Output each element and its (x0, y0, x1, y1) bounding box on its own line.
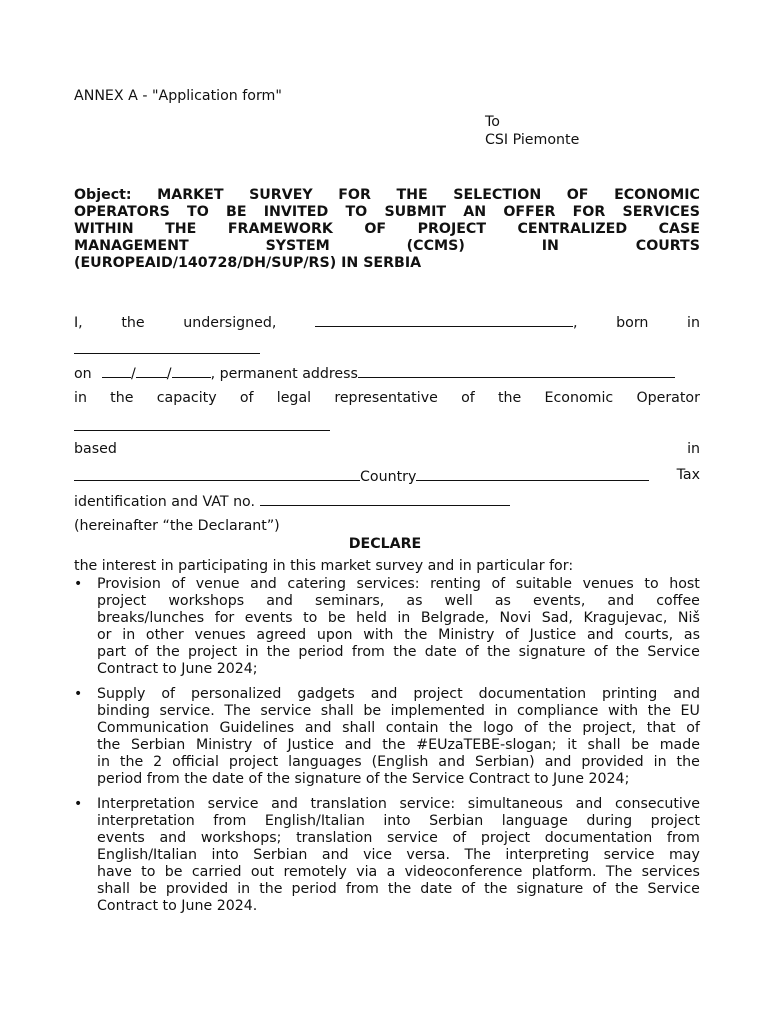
bullet-word: shall (342, 720, 376, 736)
bullet-word: Serbian (429, 813, 484, 829)
bullet-word: in (653, 754, 667, 770)
operator-blank-field[interactable] (74, 417, 330, 431)
bullet-word: Interpretation (97, 796, 195, 812)
bullet-word: project (480, 830, 531, 846)
birthplace-line (74, 340, 260, 358)
bullet-word: platform. (531, 864, 597, 880)
bullet-word: upon (316, 627, 353, 643)
bullet-word: of (461, 881, 476, 897)
bullet-word: and (438, 754, 465, 770)
bullet-word: service (207, 796, 259, 812)
bullet-word: implemented (390, 703, 485, 719)
bullet-word: events (244, 610, 293, 626)
bullet-word: and (544, 754, 572, 770)
bullet-word: binding (97, 703, 150, 719)
bullet-word: the (266, 644, 291, 660)
bullet-line (97, 610, 700, 627)
city-blank-field[interactable] (74, 467, 360, 481)
object-line-5: (EUROPEAID/140728/DH/SUP/RS) IN SERBIA (74, 255, 422, 271)
bullet-word: service: (399, 796, 456, 812)
bullet-word: the (119, 754, 144, 770)
bullet-word: and (673, 686, 700, 702)
bullet-word: held (356, 610, 387, 626)
bullet-word: out (250, 864, 275, 880)
bullet-word: suitable (515, 576, 572, 592)
bullet-word: the (647, 703, 671, 719)
bullet-word: venues (582, 576, 634, 592)
bullet-word: service (603, 847, 655, 863)
bullet-word: from (351, 644, 385, 660)
bullet-word: date (420, 881, 453, 897)
bullet-word: and (370, 686, 398, 702)
bullet-word: Sad, (541, 610, 573, 626)
object-word: OF (364, 221, 387, 237)
bullet-word: logo (483, 720, 514, 736)
object-word: SYSTEM (265, 238, 330, 254)
bullet-word: languages (288, 754, 362, 770)
bullet-word: compliance (517, 703, 599, 719)
birth-day-field[interactable] (102, 364, 131, 378)
bullet-line (97, 720, 700, 737)
recipient-name: CSI Piemonte (485, 132, 580, 148)
bullet-icon: • (74, 796, 83, 812)
capacity-line (74, 390, 700, 407)
bullet-word: workshops; (200, 830, 282, 846)
text-the: the (121, 315, 145, 331)
date-address-line (74, 364, 700, 383)
object-word: OF (566, 187, 589, 203)
bullet-word: workshops (168, 593, 245, 609)
bullet-word: Belgrade, (420, 610, 490, 626)
bullet-word: shall (587, 737, 621, 753)
bullet-word: and (271, 796, 298, 812)
bullet-word: The (605, 864, 633, 880)
bullet-word: The (224, 703, 251, 719)
bullet-text (97, 686, 700, 788)
declarant-line: (hereinafter “the Declarant”) (74, 518, 280, 534)
bullet-word: courts, (624, 627, 674, 643)
bullet-word: have (97, 864, 132, 880)
bullet-word: official (172, 754, 219, 770)
bullet-word: project, (582, 720, 637, 736)
bullet-line (97, 796, 700, 813)
vat-line (74, 492, 700, 511)
object-line-2 (74, 204, 700, 221)
bullet-word: Ministry (195, 737, 253, 753)
bullet-word: host (669, 576, 700, 592)
bullet-word: from (666, 830, 700, 846)
bullet-text (97, 576, 700, 678)
bullet-word: service. (159, 703, 215, 719)
object-word: THE (396, 187, 428, 203)
bullet-word: the (387, 881, 412, 897)
bullet-word: Service (647, 644, 700, 660)
bullet-word: well (444, 593, 473, 609)
bullet-word: may (668, 847, 700, 863)
bullet-word: to (644, 576, 659, 592)
bullet-word: be (327, 610, 346, 626)
bullet-word: into (211, 847, 239, 863)
name-blank-field[interactable] (315, 313, 573, 327)
bullet-word: the (487, 644, 511, 660)
bullet-word: Kragujevac, (583, 610, 668, 626)
object-word: TO (345, 204, 368, 220)
bullet-word: the (393, 644, 417, 660)
bullet-word: be (139, 881, 157, 897)
text-on: on (74, 366, 92, 382)
bullet-word: service (387, 830, 438, 846)
bullet-word: documentation (478, 686, 587, 702)
capacity-word: the (110, 390, 134, 406)
bullet-word: carried (191, 864, 242, 880)
bullet-word: Communication (97, 720, 209, 736)
bullet-line (97, 593, 700, 610)
text-vat: identification and VAT no. (74, 494, 255, 510)
vat-blank-field[interactable] (260, 492, 510, 506)
bullet-word: for (214, 610, 235, 626)
capacity-word: of (239, 390, 254, 406)
bullet-icon: • (74, 576, 83, 592)
bullet-line (97, 847, 700, 864)
bullet-word: agreed (256, 627, 307, 643)
bullet-word: catering (287, 576, 346, 592)
object-word: MANAGEMENT (74, 238, 189, 254)
bullet-word: translation (310, 796, 387, 812)
bullet-word: of (465, 644, 479, 660)
object-word: IN (541, 238, 559, 254)
country-line (74, 467, 700, 486)
declare-heading: DECLARE (348, 536, 422, 552)
bullet-word: gadgets (297, 686, 355, 702)
object-word: ECONOMIC (614, 187, 700, 203)
bullet-word: the (156, 644, 180, 660)
bullet-word: in (397, 610, 411, 626)
bullet-word: and (250, 576, 277, 592)
bullet-word: simultaneous (467, 796, 563, 812)
bullet-word: signature (518, 644, 586, 660)
bullet-word: remotely (283, 864, 347, 880)
bullet-word: made (659, 737, 700, 753)
text-i: I, (74, 315, 83, 331)
object-word: AN (463, 204, 487, 220)
bullet-word: versa. (406, 847, 450, 863)
bullet-word: Ministry (438, 627, 495, 643)
bullet-word: a (386, 864, 396, 880)
bullet-word: the (382, 737, 406, 753)
object-word: SUBMIT (384, 204, 447, 220)
object-word: Object: (74, 187, 132, 203)
bullet-word: seminars, (314, 593, 385, 609)
text-undersigned: undersigned, (183, 315, 277, 331)
bullet-line (97, 864, 700, 881)
object-word: FOR (572, 204, 606, 220)
capacity-word: representative (334, 390, 438, 406)
bullet-word: other (145, 627, 184, 643)
object-word: SERVICES (622, 204, 700, 220)
bullet-word: project (187, 644, 238, 660)
bullet-word: period (298, 644, 344, 660)
bullet-word: personalized (190, 686, 282, 702)
capacity-word: in (74, 390, 87, 406)
bullet-word: be (164, 864, 183, 880)
bullet-word: and (575, 796, 603, 812)
bullet-word: and (304, 720, 332, 736)
text-country: Country (360, 469, 417, 485)
capacity-word: Economic (544, 390, 614, 406)
bullet-word: (English (371, 754, 429, 770)
bullet-word: documentation (544, 830, 653, 846)
bullet-word: events (97, 830, 145, 846)
object-word: THE (165, 221, 197, 237)
bullet-word: Service (647, 881, 700, 897)
date-separator: / (166, 366, 172, 382)
bullet-line (97, 686, 700, 703)
bullet-line (97, 703, 700, 720)
bullet-word: translation (296, 830, 373, 846)
bullet-word: language (501, 813, 568, 829)
bullet-line (97, 754, 700, 771)
bullet-word: Supply (97, 686, 146, 702)
object-word: CENTRALIZED (517, 221, 628, 237)
bullet-word: the (615, 644, 640, 660)
bullet-word: and (321, 847, 349, 863)
bullet-word: project (97, 593, 147, 609)
bullet-word: with (363, 627, 394, 643)
object-word: INVITED (263, 204, 329, 220)
bullet-line (97, 644, 700, 661)
capacity-word: legal (276, 390, 312, 406)
bullet-text (97, 796, 700, 915)
bullet-word: events, (533, 593, 586, 609)
bullet-word: in (237, 881, 251, 897)
bullet-word: Provision (97, 576, 161, 592)
bullet-word: the (97, 737, 121, 753)
bullet-word: and (266, 593, 293, 609)
bullet-word: Serbian (253, 847, 308, 863)
bullet-word: from (213, 813, 247, 829)
bullet-word: shall (97, 881, 130, 897)
object-word: TO (187, 204, 209, 220)
bullet-line (97, 881, 700, 898)
bullet-word: EU (680, 703, 700, 719)
bullet-word: services (641, 864, 700, 880)
declare-intro: the interest in participating in this market survey and in particular for: (74, 558, 574, 574)
bullet-word: shall (320, 703, 354, 719)
bullet-word: of (134, 644, 149, 660)
bullet-word: venue (195, 576, 240, 592)
bullet-word: the (484, 881, 508, 897)
bullet-word: of (524, 720, 538, 736)
bullet-word: the (676, 754, 700, 770)
capacity-word: of (461, 390, 475, 406)
bullet-word: it (567, 737, 577, 753)
bullet-word: English/Italian (97, 847, 198, 863)
bullet-word: the (404, 627, 428, 643)
bullet-word: English/Italian (264, 813, 365, 829)
bullet-word: or (97, 627, 112, 643)
bullet-word: Justice (287, 737, 335, 753)
bullet-line: Contract to June 2024. (97, 898, 258, 914)
bullet-word: Guidelines (219, 720, 295, 736)
bullet-word: breaks/lunches (97, 610, 205, 626)
bullet-word: of (491, 576, 506, 592)
bullet-word: and (607, 593, 635, 609)
object-word: BE (226, 204, 247, 220)
bullet-word: the (259, 881, 283, 897)
bullet-word: project (413, 686, 463, 702)
based-line (74, 441, 700, 458)
bullet-line (97, 576, 700, 593)
bullet-word: signature (516, 881, 584, 897)
bullet-word: during (586, 813, 633, 829)
bullet-word: in (245, 644, 259, 660)
bullet-word: as (406, 593, 423, 609)
object-word: PROJECT (417, 221, 487, 237)
object-line-3 (74, 221, 700, 238)
bullet-word: of (686, 720, 700, 736)
bullet-word: be (363, 703, 382, 719)
bullet-line: Contract to June 2024; (97, 661, 258, 677)
bullet-word: the (615, 881, 639, 897)
bullet-word: interpretation (97, 813, 195, 829)
bullet-word: consecutive (614, 796, 700, 812)
bullet-word: and (344, 737, 372, 753)
object-line-1 (74, 187, 700, 204)
bullet-word: Serbian (131, 737, 186, 753)
bullet-word: into (383, 813, 411, 829)
bullet-word: date (424, 644, 457, 660)
bullet-word: printing (602, 686, 658, 702)
bullet-word: that (646, 720, 676, 736)
annex-title: ANNEX A - "Application form" (74, 88, 282, 104)
undersigned-line (74, 313, 700, 332)
object-word: SURVEY (249, 187, 313, 203)
text-comma: , (573, 315, 578, 331)
bullet-word: project (650, 813, 700, 829)
bullet-word: Novi (499, 610, 532, 626)
bullet-word: part (97, 644, 127, 660)
bullet-word: of (161, 686, 176, 702)
bullet-word: as (494, 593, 511, 609)
bullet-word: provided (581, 754, 644, 770)
name-field-group (315, 313, 578, 332)
text-born: born (616, 315, 649, 331)
bullet-word: Niš (677, 610, 700, 626)
object-word: COURTS (635, 238, 700, 254)
bullet-word: and (586, 627, 614, 643)
bullet-word: of (263, 737, 277, 753)
bullet-line (97, 737, 700, 754)
bullet-line (97, 627, 700, 644)
capacity-word: capacity (156, 390, 217, 406)
bullet-word: to (303, 610, 318, 626)
recipient-to: To (485, 114, 500, 130)
bullet-word: with (607, 703, 639, 719)
country-blank-field[interactable] (416, 467, 649, 481)
capacity-word: Operator (636, 390, 700, 406)
object-word: OPERATORS (74, 204, 170, 220)
bullet-word: vice (363, 847, 392, 863)
bullet-word: venues (194, 627, 246, 643)
text-in: in (687, 315, 700, 331)
bullet-word: #EUzaTEBE-slogan; (416, 737, 557, 753)
bullet-word: provided (165, 881, 229, 897)
text-permanent-address: , permanent address (210, 366, 358, 382)
bullet-word: and (159, 830, 187, 846)
object-word: WITHIN (74, 221, 134, 237)
object-word: (CCMS) (406, 238, 465, 254)
bullet-word: of (171, 576, 186, 592)
birth-month-field[interactable] (136, 364, 167, 378)
text-based: based (74, 441, 117, 457)
object-word: MARKET (157, 187, 224, 203)
bullet-word: to (141, 864, 156, 880)
bullet-word: the (449, 720, 473, 736)
bullet-icon: • (74, 686, 83, 702)
bullet-word: period (291, 881, 337, 897)
bullet-word: in (97, 754, 110, 770)
bullet-word: interpreting (505, 847, 590, 863)
bullet-word: Serbian) (474, 754, 535, 770)
object-word: OFFER (503, 204, 556, 220)
capacity-word: the (497, 390, 522, 406)
object-word: FRAMEWORK (227, 221, 333, 237)
bullet-word: via (356, 864, 378, 880)
bullet-word: project (228, 754, 279, 770)
bullet-word: in (494, 703, 508, 719)
bullet-word: the (548, 720, 572, 736)
bullet-word: from (345, 881, 379, 897)
bullet-line (97, 813, 700, 830)
bullet-line (97, 830, 700, 847)
birth-year-field[interactable] (172, 364, 211, 378)
object-line-4 (74, 238, 700, 255)
operator-line (74, 417, 330, 435)
bullet-word: 2 (153, 754, 163, 770)
bullet-word: of (593, 644, 608, 660)
bullet-word: renting (430, 576, 481, 592)
object-word: FOR (338, 187, 371, 203)
bullet-word: in (122, 627, 136, 643)
bullet-word: videoconference (404, 864, 523, 880)
text-in: in (687, 441, 700, 457)
bullet-word: services: (356, 576, 420, 592)
address-blank-field[interactable] (358, 364, 675, 378)
date-separator: / (131, 366, 136, 382)
bullet-word: contain (385, 720, 439, 736)
bullet-word: as (683, 627, 700, 643)
birthplace-blank-field[interactable] (74, 340, 260, 354)
bullet-word: coffee (656, 593, 700, 609)
bullet-word: of (505, 627, 519, 643)
bullet-word: Justice (529, 627, 577, 643)
bullet-word: be (631, 737, 649, 753)
object-word: CASE (658, 221, 700, 237)
bullet-word: of (592, 881, 607, 897)
bullet-line: period from the date of the signature of the Service Contract to June 2024; (97, 771, 630, 787)
bullet-word: The (464, 847, 491, 863)
text-tax: Tax (676, 467, 700, 483)
bullet-word: service (260, 703, 312, 719)
bullet-word: of (452, 830, 467, 846)
object-word: SELECTION (453, 187, 542, 203)
